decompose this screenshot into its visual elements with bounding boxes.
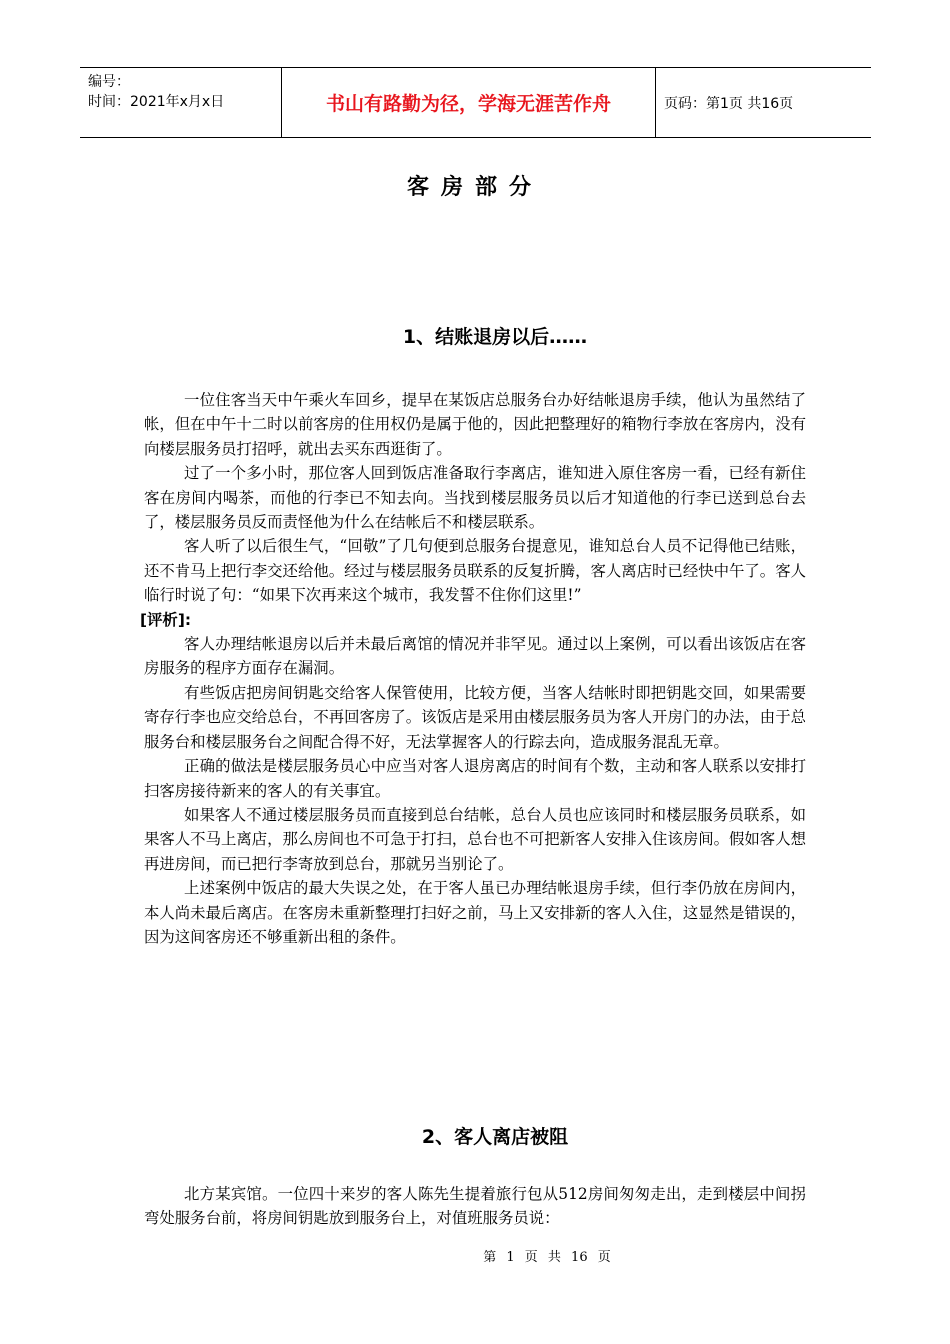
section1-title: 1、结账退房以后……	[402, 326, 588, 348]
paragraph: 一位住客当天中午乘火车回乡，提早在某饭店总服务台办好结帐退房手续，他认为虽然结了帐，但在中午十二时以前客房的住用权仍是属于他的，因此把整理好的箱物行李放在客房内，没有向楼层服务员打招呼，就出去买东西逛街了。	[144, 391, 806, 458]
date-label: 时间：2021年x月x日	[88, 94, 225, 110]
page-header	[80, 67, 871, 138]
number-label: 编号：	[88, 74, 130, 90]
paragraph: 如果客人不通过楼层服务员而直接到总台结帐，总台人员也应该同时和楼层服务员联系，如果客人不马上离店，那么房间也不可急于打扫，总台也不可把新客人安排入住该房间。假如客人想再进房间，而已把行李寄放到总台，那就另当别论了。	[144, 805, 806, 873]
paragraph: 正确的做法是楼层服务员心中应当对客人退房离店的时间有个数，主动和客人联系以安排打扫客房接待新来的客人的有关事宜。	[144, 757, 806, 800]
paragraph: 有些饭店把房间钥匙交给客人保管使用，比较方便，当客人结帐时即把钥匙交回，如果需要寄存行李也应交给总台，不再回客房了。该饭店是采用由楼层服务员为客人开房门的办法，由于总服务台和楼层服务台之间配合得不好，无法掌握客人的行踪去向，造成服务混乱无章。	[144, 683, 806, 751]
section2-title: 2、客人离店被阻	[421, 1126, 569, 1148]
paragraph: 过了一个多小时，那位客人回到饭店准备取行李离店，谁知进入原住客房一看，已经有新住客在房间内喝茶，而他的行李已不知去向。当找到楼层服务员以后才知道他的行李已送到总台去了，楼层服务员反而责怪他为什么在结帐后不和楼层联系。	[144, 464, 806, 532]
header-motto: 书山有路勤为径，学海无涯苦作舟	[282, 68, 656, 137]
document-title: 客房部分	[406, 175, 543, 200]
section1-body	[140, 388, 806, 949]
paragraph: 客人办理结帐退房以后并未最后离馆的情况并非罕见。通过以上案例，可以看出该饭店在客房服务的程序方面存在漏洞。	[144, 635, 806, 678]
review-label: [评析]:	[140, 610, 192, 629]
header-meta	[80, 68, 282, 137]
paragraph: 上述案例中饭店的最大失误之处，在于客人虽已办理结帐退房手续，但行李仍放在房间内，本人尚未最后离店。在客房未重新整理打扫好之前，马上又安排新的客人入住，这显然是错误的，因为这间客房还不够重新出租的条件。	[144, 879, 806, 946]
page-footer: 第 1 页 共 16 页	[483, 1250, 611, 1265]
paragraph: 客人听了以后很生气，“回敬”了几句便到总服务台提意见，谁知总台人员不记得他已结账，还不肯马上把行李交还给他。经过与楼层服务员联系的反复折腾，客人离店时已经快中午了。客人临行时说了句：“如果下次再来这个城市，我发誓不住你们这里!”	[144, 537, 806, 605]
paragraph: 北方某宾馆。一位四十来岁的客人陈先生提着旅行包从512房间匆匆走出，走到楼层中间拐弯处服务台前，将房间钥匙放到服务台上，对值班服务员说：	[144, 1185, 806, 1228]
header-page-info: 页码：第1页 共16页	[664, 95, 794, 112]
section2-body	[144, 1182, 806, 1231]
